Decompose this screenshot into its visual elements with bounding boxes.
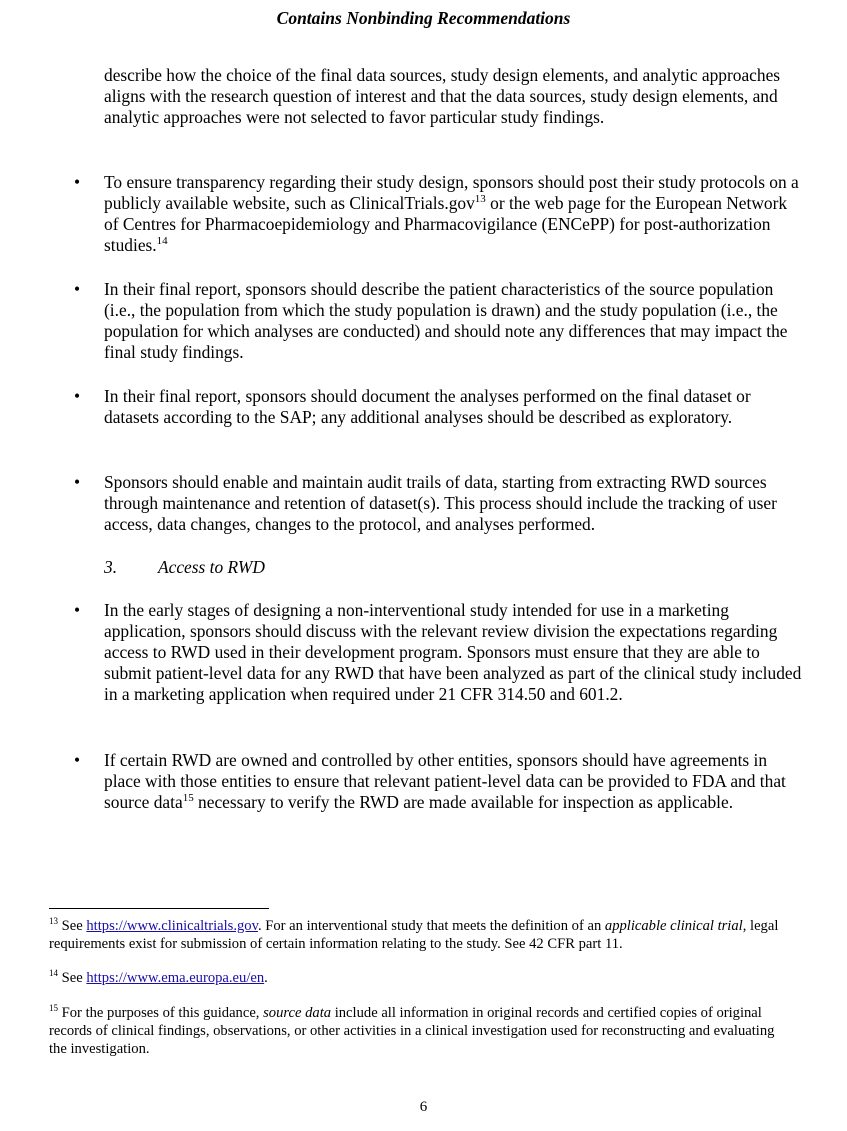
bullet-icon: • bbox=[74, 279, 81, 299]
bullet-item bbox=[74, 279, 814, 363]
bullet-text: To ensure transparency regarding their study design, sponsors should post their study protocols on a publicly available website, such as ClinicalTrials.gov$^{13}$ or the web page for the European Network of Centres for Pharmacoepidemiology and Pharmacovigilance (ENCePP) for post-authorization studies.$^{14}$ bbox=[104, 172, 799, 255]
section-title: Access to RWD bbox=[158, 557, 265, 577]
footnote-ref-13[interactable]: 13 bbox=[474, 193, 486, 206]
bullet-icon: • bbox=[74, 750, 81, 770]
clinicaltrials-link[interactable]: https://www.clinicaltrials.gov bbox=[86, 918, 258, 934]
section-heading bbox=[104, 557, 265, 578]
continuation-paragraph: describe how the choice of the final data sources, study design elements, and analytic approaches aligns with the research question of interest and that the data sources, study design elements, and analytic approaches were not selected to favor particular study findings. bbox=[104, 65, 781, 127]
footnote-14: $^{14}$ See https://www.ema.europa.eu/en. bbox=[49, 968, 268, 986]
bullet-item bbox=[74, 472, 814, 535]
page-header: Contains Nonbinding Recommendations bbox=[276, 8, 571, 28]
bullet-item bbox=[74, 750, 814, 813]
footnote-ref-15[interactable]: 15 bbox=[182, 792, 194, 805]
footnote-13: $^{13}$ See https://www.clinicaltrials.gov. For an interventional study that meets the definition of an applicable clinical trial, legal requirements exist for submission of certain information relating to the study. See 42 CFR part 11. bbox=[49, 916, 779, 952]
bullet-icon: • bbox=[74, 172, 81, 192]
bullet-text: In the early stages of designing a non-interventional study intended for use in a marketing application, sponsors should discuss with the relevant review division the expectations regarding access to RWD used in their development program. Sponsors must ensure that they are able to submit patient-level data for any RWD that have been analyzed as part of the clinical study included in a marketing application when required under 21 CFR 314.50 and 601.2. bbox=[104, 600, 802, 704]
bullet-icon: • bbox=[74, 600, 81, 620]
footnote-divider bbox=[49, 908, 269, 909]
bullet-text: If certain RWD are owned and controlled by other entities, sponsors should have agreements in place with those entities to ensure that relevant patient-level data can be provided to FDA and that source data$^{15}$ necessary to verify the RWD are made available for inspection as applicable. bbox=[104, 750, 786, 812]
ema-link[interactable]: https://www.ema.europa.eu/en bbox=[86, 970, 265, 986]
bullet-item bbox=[74, 600, 814, 705]
bullet-item bbox=[74, 386, 814, 428]
bullet-icon: • bbox=[74, 472, 81, 492]
bullet-item bbox=[74, 172, 814, 256]
footnote-15: $^{15}$ For the purposes of this guidance, source data include all information in original records and certified copies of original records of clinical findings, observations, or other activities in a clinical investigation used for reconstructing and evaluating the investigation. bbox=[49, 1003, 775, 1057]
bullet-text: In their final report, sponsors should document the analyses performed on the final dataset or datasets according to the SAP; any additional analyses should be described as exploratory. bbox=[104, 386, 751, 427]
section-number: 3. bbox=[104, 557, 118, 577]
bullet-text: In their final report, sponsors should describe the patient characteristics of the source population (i.e., the population from which the study population is drawn) and the study population (i.e., the population for which analyses are conducted) and should note any differences that may impact the final study findings. bbox=[104, 279, 788, 362]
footnote-ref-14[interactable]: 14 bbox=[156, 235, 168, 248]
page-number: 6 bbox=[419, 1099, 428, 1115]
bullet-icon: • bbox=[74, 386, 81, 406]
bullet-text: Sponsors should enable and maintain audit trails of data, starting from extracting RWD sources through maintenance and retention of dataset(s). This process should include the tracking of user access, data changes, changes to the protocol, and analyses performed. bbox=[104, 472, 777, 534]
